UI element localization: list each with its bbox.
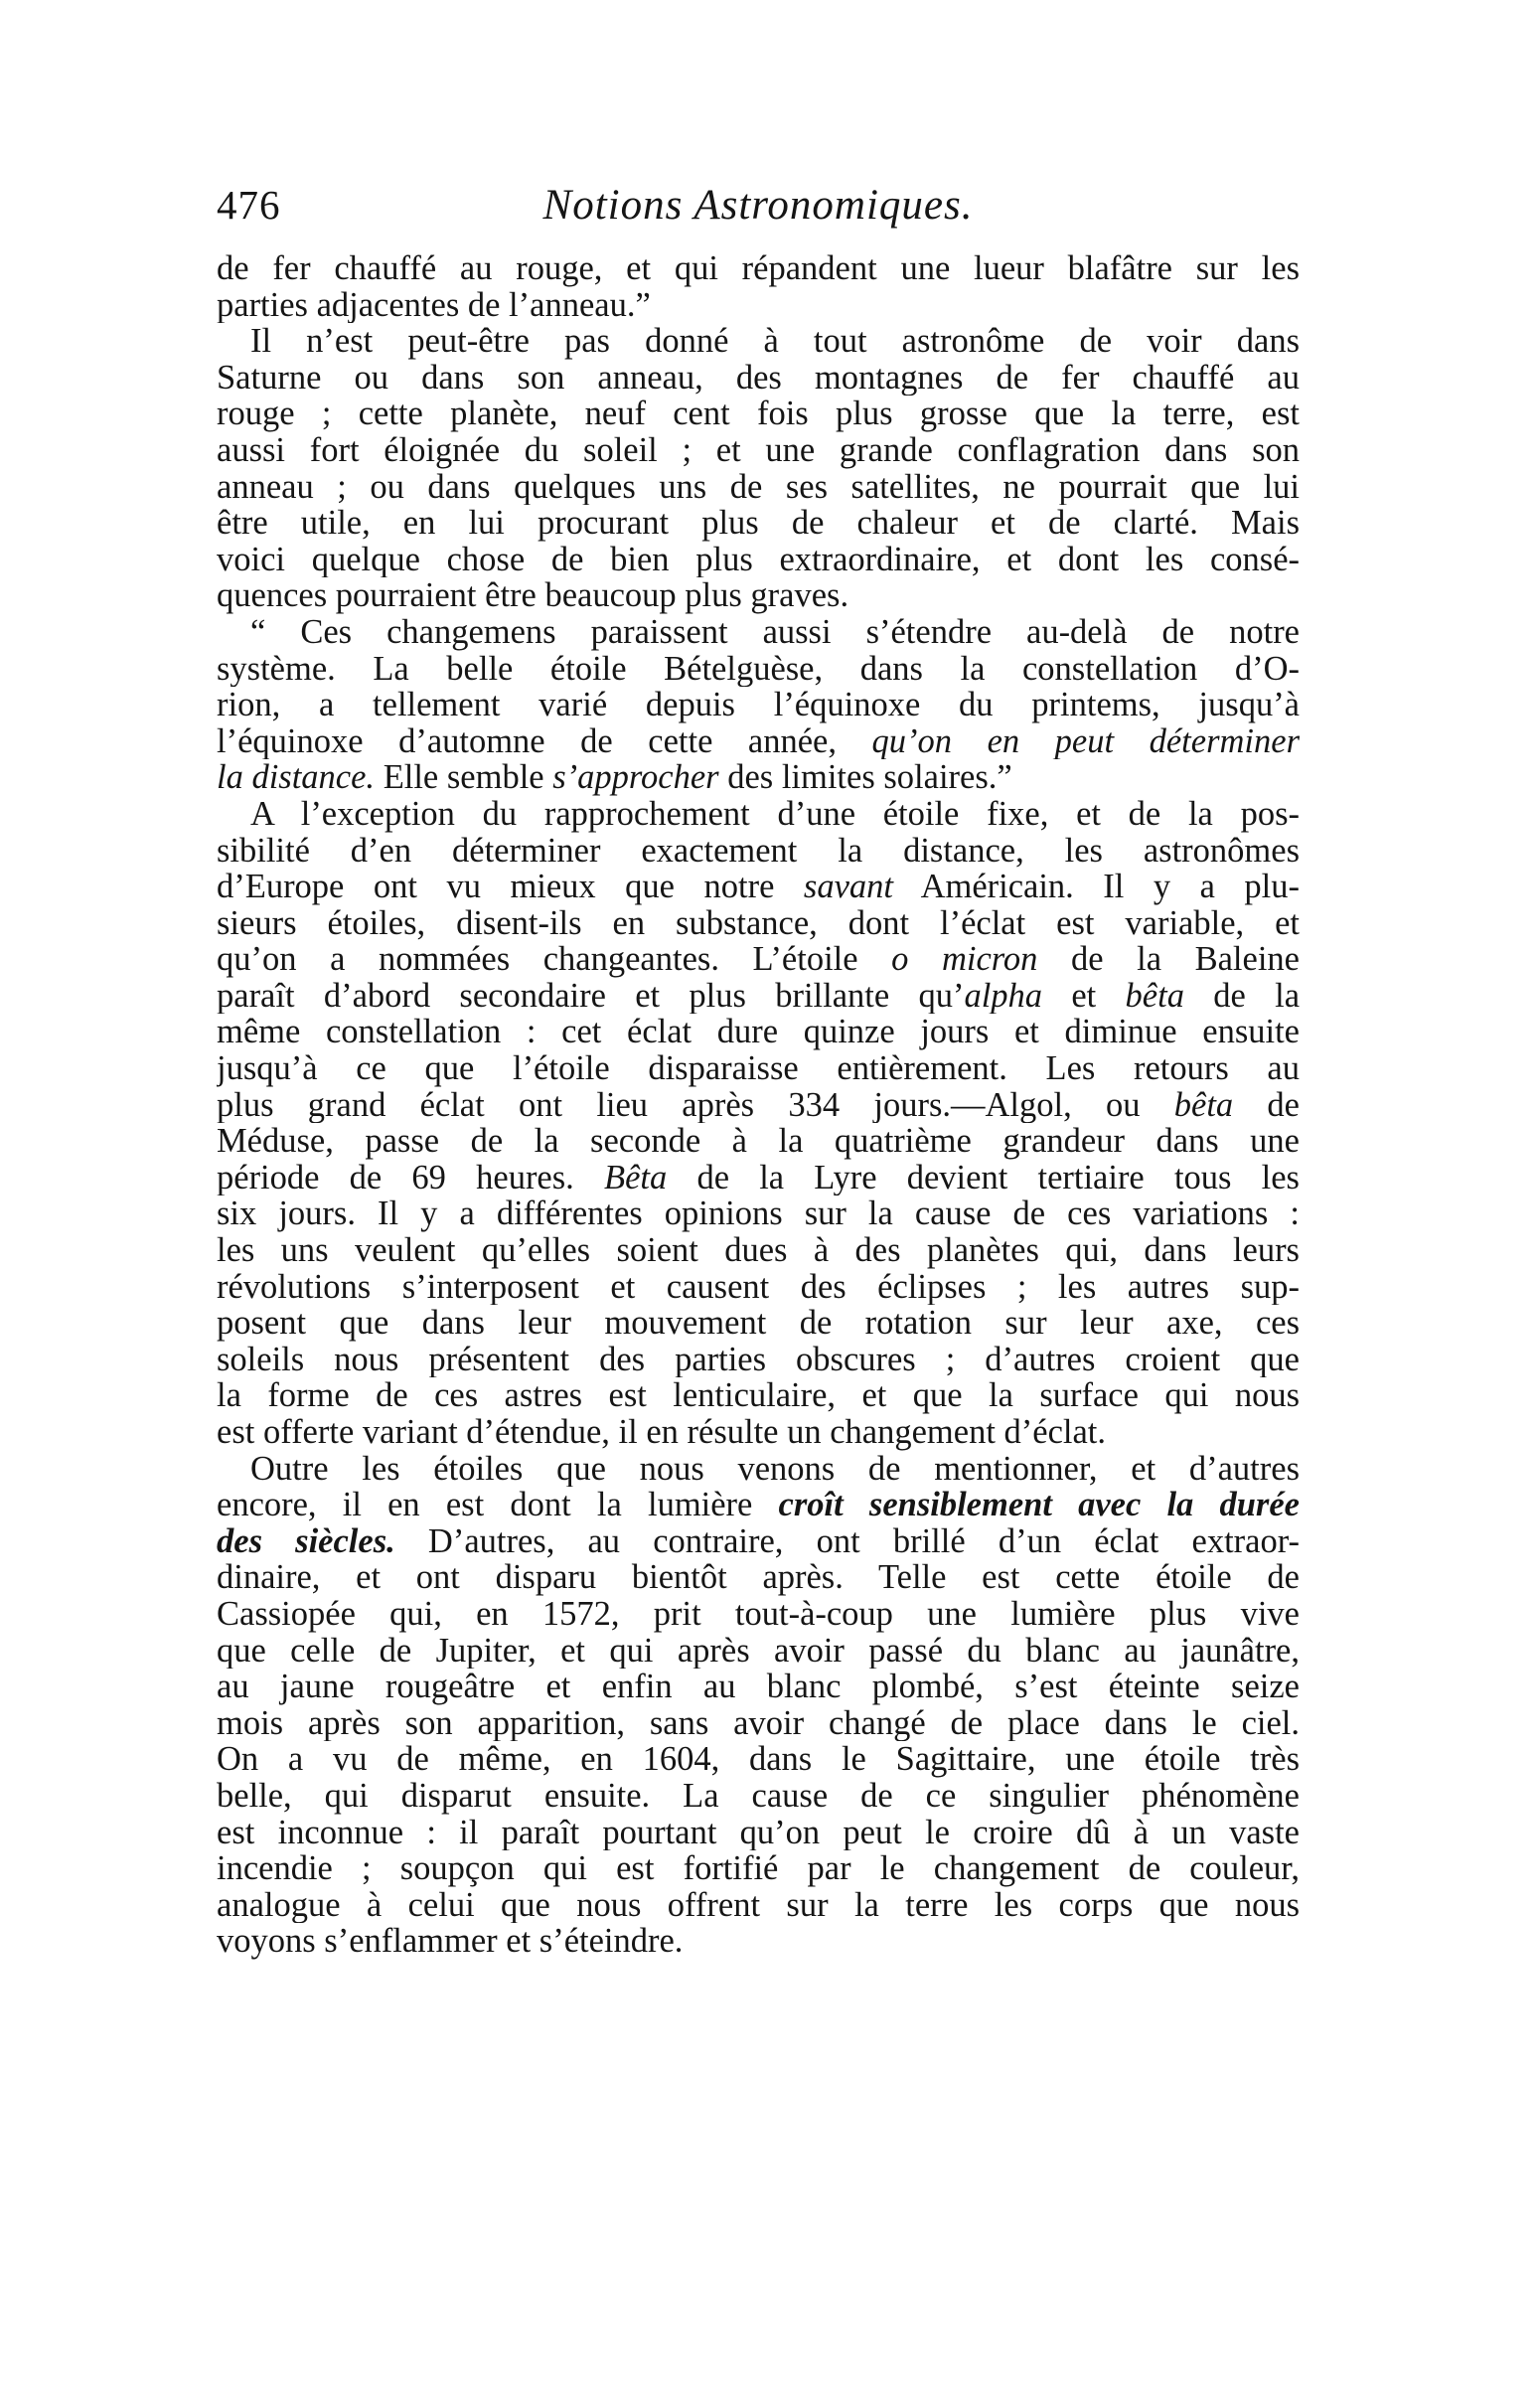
text-line	[217, 1523, 1300, 1560]
text-line	[217, 1160, 1300, 1196]
text-segment: Bêta	[604, 1159, 668, 1196]
text-segment: est inconnue : il paraît pourtant qu’on peut le croire dû à un vaste	[217, 1814, 1300, 1851]
text-segment: alpha	[964, 977, 1043, 1015]
text-segment: être utile, en lui procurant plus de chaleur et de clarté. Mais	[217, 505, 1300, 542]
text-line	[217, 614, 1300, 651]
text-segment: “ Ces changemens paraissent aussi s’étendre au-delà de notre	[250, 613, 1300, 651]
text-segment: que celle de Jupiter, et qui après avoir passé du blanc au jaunâtre,	[217, 1632, 1300, 1670]
text-line	[217, 1414, 1300, 1451]
text-segment: s’approcher	[552, 759, 719, 796]
text-segment: posent que dans leur mouvement de rotation sur leur axe, ces	[217, 1305, 1300, 1342]
text-segment: paraît d’abord secondaire et plus brillante qu’	[217, 977, 965, 1015]
text-line	[217, 1633, 1300, 1670]
text-segment: rion, a tellement varié depuis l’équinoxe du printems, jusqu’à	[217, 687, 1300, 723]
text-segment: A l’exception du rapprochement d’une étoile fixe, et de la pos-	[250, 795, 1300, 833]
text-segment: des siècles.	[217, 1522, 395, 1560]
text-segment: encore, il en est dont la lumière	[217, 1487, 779, 1523]
text-line	[217, 505, 1300, 542]
text-segment: Outre les étoiles que nous venons de mentionner, et d’autres	[250, 1450, 1300, 1488]
text-segment: de fer chauffé au rouge, et qui répandent une lueur blafâtre sur les	[217, 250, 1300, 287]
text-segment: Il n’est peut-être pas donné à tout astronôme de voir dans	[250, 323, 1300, 360]
text-segment: Cassiopée qui, en 1572, prit tout-à-coup une lumière plus vive	[217, 1595, 1300, 1633]
text-line	[217, 723, 1300, 760]
text-segment: la forme de ces astres est lenticulaire, et que la surface qui nous	[217, 1377, 1300, 1414]
text-line	[217, 396, 1300, 432]
text-segment: de la Baleine	[1037, 941, 1300, 978]
text-segment: D’autres, au contraire, ont brillé d’un éclat extraor-	[394, 1522, 1300, 1560]
text-line	[217, 905, 1300, 942]
body-text	[217, 250, 1300, 1960]
text-segment: Méduse, passe de la seconde à la quatrième grandeur dans une	[217, 1123, 1300, 1160]
text-line	[217, 432, 1300, 469]
text-segment: On a vu de même, en 1604, dans le Sagittaire, une étoile très	[217, 1741, 1300, 1778]
text-segment: Saturne ou dans son anneau, des montagnes de fer chauffé au	[217, 359, 1300, 397]
text-line	[217, 1451, 1300, 1488]
text-line	[217, 1778, 1300, 1815]
text-segment: jusqu’à ce que l’étoile disparaisse entièrement. Les retours au	[217, 1050, 1300, 1087]
text-segment: analogue à celui que nous offrent sur la terre les corps que nous	[217, 1886, 1300, 1924]
text-line	[217, 1123, 1300, 1160]
text-line	[217, 287, 1300, 324]
text-segment: rouge ; cette planète, neuf cent fois plus grosse que la terre, est	[217, 396, 1300, 432]
text-line	[217, 360, 1300, 397]
text-line	[217, 250, 1300, 287]
text-segment: révolutions s’interposent et causent des éclipses ; les autres sup-	[217, 1268, 1300, 1306]
text-segment: incendie ; soupçon qui est fortifié par le changement de couleur,	[217, 1850, 1300, 1887]
text-segment: plus grand éclat ont lieu après 334 jours.—Algol, ou	[217, 1086, 1174, 1124]
text-line	[217, 1850, 1300, 1887]
text-line	[217, 978, 1300, 1015]
text-segment: période de 69 heures.	[217, 1159, 604, 1196]
page-header	[217, 181, 1300, 240]
text-line	[217, 1815, 1300, 1851]
text-segment: les uns veulent qu’elles soient dues à des planètes qui, dans leurs	[217, 1232, 1300, 1269]
text-line	[217, 941, 1300, 978]
text-segment: qu’on en peut déterminer	[871, 722, 1300, 760]
text-line	[217, 577, 1300, 614]
text-segment: Américain. Il y a plu-	[892, 869, 1300, 905]
text-segment: soleils nous présentent des parties obscures ; d’autres croient que	[217, 1341, 1300, 1378]
text-line	[217, 1596, 1300, 1633]
text-line	[217, 1669, 1300, 1705]
text-segment: anneau ; ou dans quelques uns de ses satellites, ne pourrait que lui	[217, 468, 1300, 506]
text-segment: de	[1233, 1086, 1300, 1124]
text-line	[217, 833, 1300, 870]
text-segment: six jours. Il y a différentes opinions sur la cause de ces variations :	[217, 1196, 1300, 1233]
text-line	[217, 1705, 1300, 1742]
text-segment: l’équinoxe d’automne de cette année,	[217, 722, 872, 760]
text-segment: Elle semble	[375, 759, 553, 796]
text-segment: belle, qui disparut ensuite. La cause de ce singulier phénomène	[217, 1777, 1300, 1815]
text-segment: savant	[803, 869, 893, 905]
text-segment: est offerte variant d’étendue, il en résulte un changement d’éclat.	[217, 1414, 1107, 1451]
text-line	[217, 542, 1300, 578]
text-segment: dinaire, et ont disparu bientôt après. Telle est cette étoile de	[217, 1559, 1300, 1596]
text-segment: quences pourraient être beaucoup plus graves.	[217, 577, 849, 614]
text-line	[217, 1014, 1300, 1050]
text-segment: o micron	[891, 941, 1038, 978]
text-line	[217, 1050, 1300, 1087]
text-segment: d’Europe ont vu mieux que notre	[217, 869, 804, 905]
text-segment: sieurs étoiles, disent-ils en substance, dont l’éclat est variable, et	[217, 904, 1300, 942]
text-segment: mois après son apparition, sans avoir changé de place dans le ciel.	[217, 1704, 1300, 1742]
text-line	[217, 1196, 1300, 1232]
text-line	[217, 687, 1300, 723]
text-line	[217, 469, 1300, 506]
text-line	[217, 1923, 1300, 1960]
running-title: Notions Astronomiques.	[542, 182, 974, 229]
text-line	[217, 1305, 1300, 1342]
text-line	[217, 1741, 1300, 1778]
text-line	[217, 1087, 1300, 1124]
text-segment: système. La belle étoile Bételguèse, dans la constellation d’O-	[217, 650, 1300, 688]
text-segment: des limites solaires.”	[718, 759, 1012, 796]
text-segment: la distance.	[217, 759, 376, 796]
text-segment: de la Lyre devient tertiaire tous les	[667, 1159, 1300, 1196]
page-number: 476	[217, 182, 281, 228]
text-segment: voici quelque chose de bien plus extraordinaire, et dont les consé-	[217, 541, 1300, 578]
text-line	[217, 1377, 1300, 1414]
text-segment: et	[1042, 977, 1126, 1015]
text-line	[217, 651, 1300, 688]
text-line	[217, 1487, 1300, 1523]
text-line	[217, 1559, 1300, 1596]
text-line	[217, 759, 1300, 796]
text-segment: même constellation : cet éclat dure quinze jours et diminue ensuite	[217, 1014, 1300, 1051]
text-segment: sibilité d’en déterminer exactement la distance, les astronômes	[217, 832, 1300, 870]
text-segment: bêta	[1125, 977, 1184, 1015]
text-line	[217, 1887, 1300, 1924]
text-segment: bêta	[1173, 1086, 1234, 1124]
text-line	[217, 796, 1300, 833]
text-line	[217, 323, 1300, 360]
text-line	[217, 1269, 1300, 1306]
text-segment: voyons s’enflammer et s’éteindre.	[217, 1923, 684, 1960]
text-segment: de la	[1183, 977, 1300, 1015]
text-line	[217, 1342, 1300, 1378]
text-line	[217, 1232, 1300, 1269]
text-segment: croît sensiblement avec la durée	[778, 1487, 1300, 1523]
text-segment: au jaune rougeâtre et enfin au blanc plombé, s’est éteinte seize	[217, 1669, 1300, 1705]
text-segment: parties adjacentes de l’anneau.”	[217, 286, 651, 324]
text-segment: qu’on a nommées changeantes. L’étoile	[217, 941, 892, 978]
text-line	[217, 869, 1300, 905]
text-segment: aussi fort éloignée du soleil ; et une grande conflagration dans son	[217, 431, 1300, 469]
